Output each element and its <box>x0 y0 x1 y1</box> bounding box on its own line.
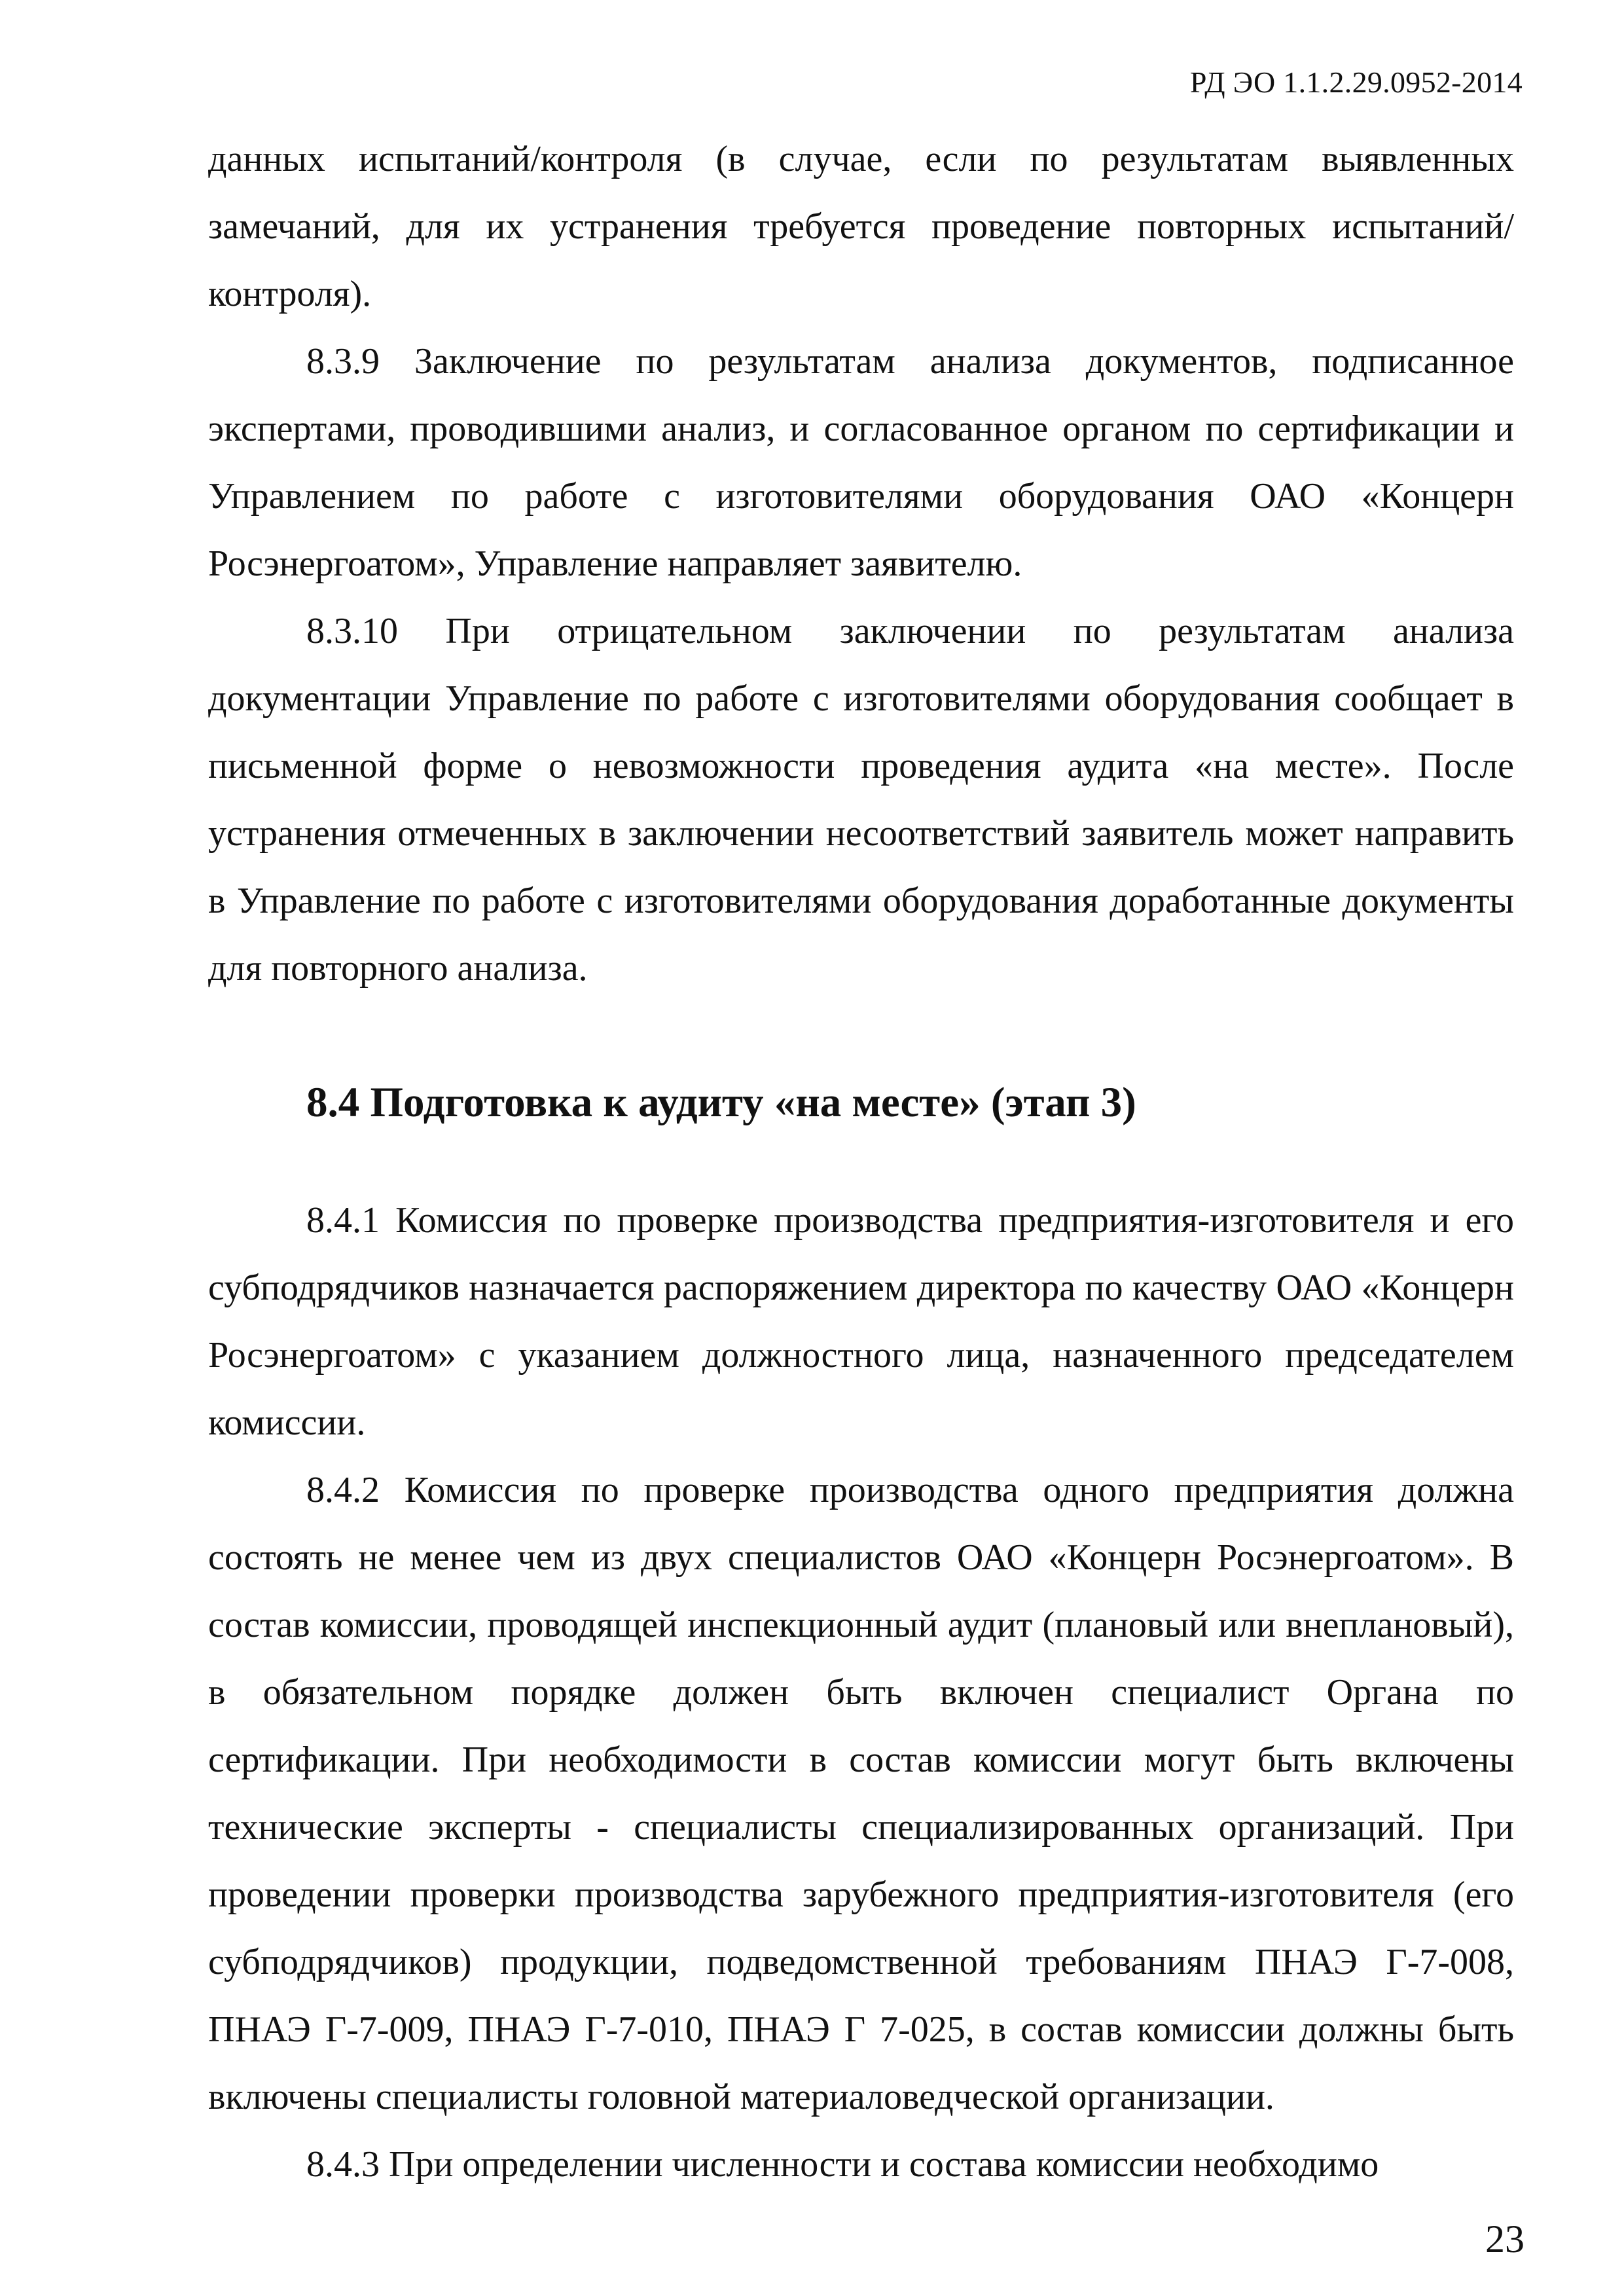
page-number: 23 <box>1485 2217 1525 2261</box>
paragraph-8-4-2: 8.4.2 Комиссия по проверке производства одного предприятия должна состоять не менее чем из двух специалистов ОАО «Концерн Росэнергоатом». В состав комиссии, проводящей инспекционный аудит (плановый или внеплановый), в обязательном порядке должен быть включен специалист Органа по сертификации. При необходимости в состав комиссии могут быть включены технические эксперты - специалисты специализированных организаций. При проведении проверки производства зарубежного предприятия-изготовителя (его субподрядчиков) продукции, подведомственной требованиям ПНАЭ Г-7-008, ПНАЭ Г-7-009, ПНАЭ Г-7-010, ПНАЭ Г 7-025, в состав комиссии должны быть включены специалисты головной материаловедческой организации. <box>208 1470 1514 2117</box>
section-heading-8-4: 8.4 Подготовка к аудиту «на месте» (этап 3) <box>306 1079 1136 1126</box>
paragraph-8-4-1: 8.4.1 Комиссия по проверке производства предприятия-изготовителя и его субподрядчиков назначается распоряжением директора по качеству ОАО «Концерн Росэнергоатом» с указанием должностного лица, назначенного председателем комиссии. <box>208 1200 1514 1443</box>
document-body <box>208 126 1514 2198</box>
document-code-header: РД ЭО 1.1.2.29.0952-2014 <box>1189 65 1523 99</box>
paragraph-continuation: данных испытаний/контроля (в случае, если по результатам выявленных замечаний, для их устранения требуется проведение повторных испытаний/контроля). <box>208 139 1514 314</box>
paragraph-8-4-3: 8.4.3 При определении численности и состава комиссии необходимо <box>306 2144 1379 2185</box>
paragraph-8-3-10: 8.3.10 При отрицательном заключении по результатам анализа документации Управление по работе с изготовителями оборудования сообщает в письменной форме о невозможности проведения аудита «на месте». После устранения отмеченных в заключении несоответствий заявитель может направить в Управление по работе с изготовителями оборудования доработанные документы для повторного анализа. <box>208 611 1514 989</box>
paragraph-8-3-9: 8.3.9 Заключение по результатам анализа документов, подписанное экспертами, проводившими анализ, и согласованное органом по сертификации и Управлением по работе с изготовителями оборудования ОАО «Концерн Росэнергоатом», Управление направляет заявителю. <box>208 341 1514 584</box>
